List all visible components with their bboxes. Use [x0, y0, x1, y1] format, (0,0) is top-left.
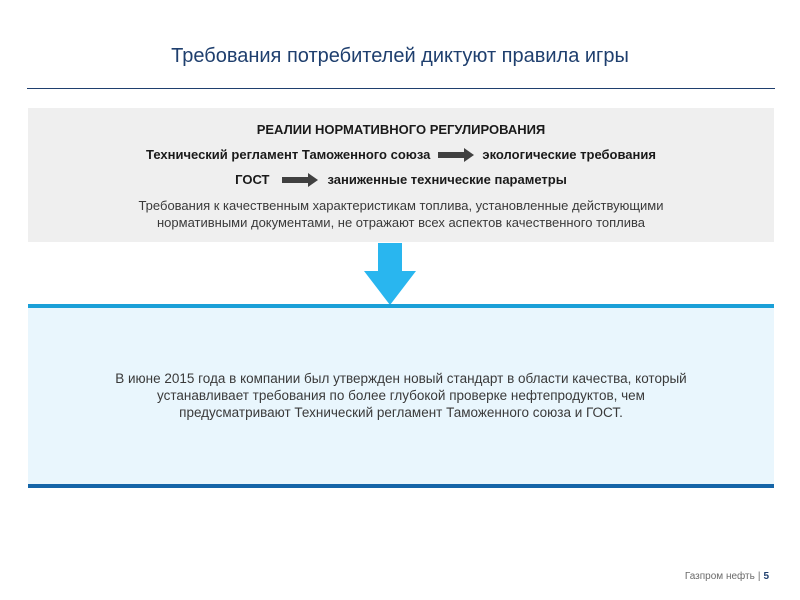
footer-separator: | — [757, 571, 761, 582]
regulation-row-1-right: экологические требования — [482, 147, 656, 162]
footer — [685, 571, 769, 582]
regulation-row-1-left: Технический регламент Таможенного союза — [146, 147, 431, 162]
standard-line-3: предусматривают Технический регламент Таможенного союза и ГОСТ. — [179, 405, 623, 420]
footer-company: Газпром нефть — [684, 571, 755, 582]
regulation-row-2-right: заниженные технические параметры — [327, 172, 567, 187]
regulation-note-line-2: нормативными документами, не отражают всех аспектов качественного топлива — [157, 215, 645, 230]
regulation-row-2-left: ГОСТ — [235, 172, 270, 187]
regulation-note-line-1: Требования к качественным характеристикам топлива, установленные действующими — [138, 198, 664, 213]
regulation-panel — [28, 108, 774, 242]
arrow-down-icon — [364, 243, 416, 305]
standard-text — [68, 370, 734, 421]
regulation-row-1 — [28, 147, 774, 162]
standard-line-1: В июне 2015 года в компании был утвержден новый стандарт в области качества, который — [115, 371, 687, 386]
title-divider — [27, 88, 775, 89]
regulation-heading: РЕАЛИИ НОРМАТИВНОГО РЕГУЛИРОВАНИЯ — [256, 122, 546, 137]
regulation-row-2 — [28, 172, 774, 187]
arrow-right-icon — [438, 150, 474, 160]
standard-panel — [28, 304, 774, 488]
standard-line-2: устанавливает требования по более глубокой проверке нефтепродуктов, чем — [157, 388, 645, 403]
page-number: 5 — [763, 571, 769, 582]
slide-title: Требования потребителей диктуют правила игры — [171, 45, 629, 67]
regulation-note — [58, 197, 744, 231]
arrow-right-icon — [282, 175, 318, 185]
